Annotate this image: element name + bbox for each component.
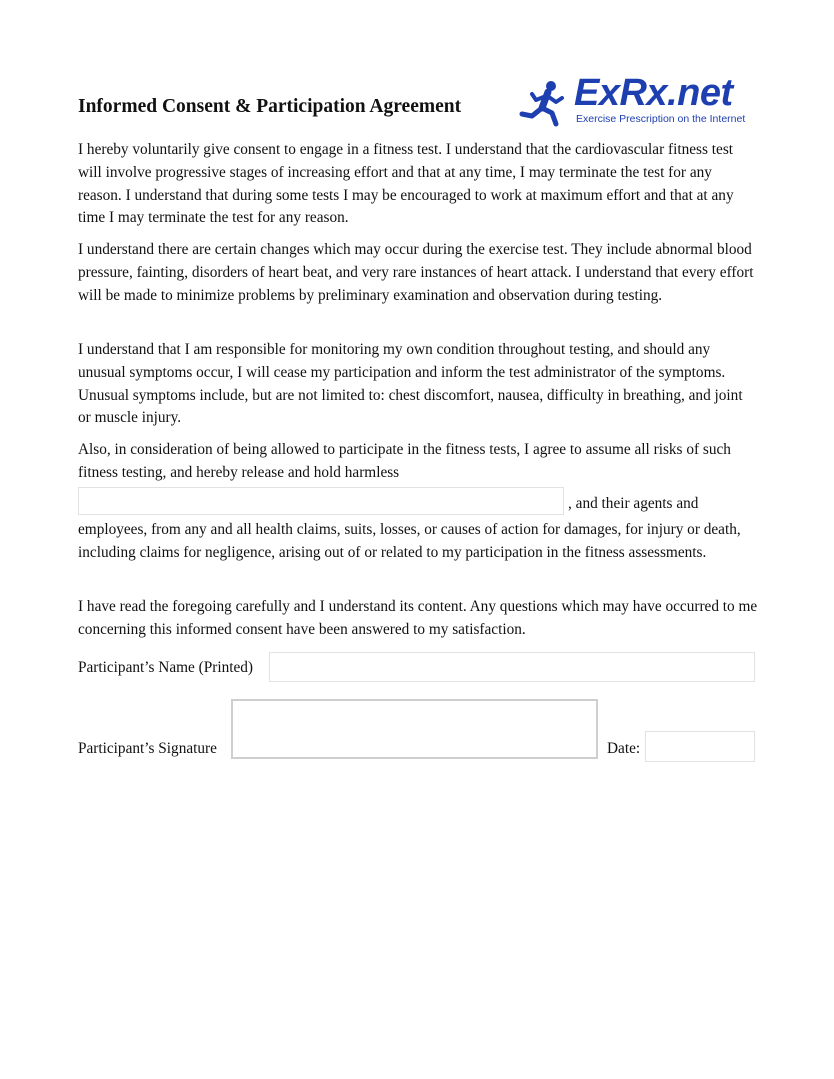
date-label: Date: [607, 740, 641, 757]
logo-wordmark: ExRx.net [574, 72, 733, 114]
exrx-logo [518, 72, 758, 130]
date-input[interactable] [645, 731, 755, 762]
risks-paragraph: I understand there are certain changes which may occur during the exercise test. They include abnormal blood pressure, fainting, disorders of heart beat, and very rare instances of heart attack. I understand that every effort will be made to minimize problems by preliminary examination and observation during testing. [78, 241, 754, 304]
participant-name-input[interactable] [269, 652, 755, 682]
responsibility-paragraph: I understand that I am responsible for monitoring my own condition throughout testing, and should any unusual symptoms occur, I will cease my participation and inform the test administrator of the symptoms. Unusual symptoms include, but are not limited to: chest discomfort, nausea, difficulty in breathing, and joint or muscle injury. [78, 341, 743, 427]
release-continuation-text: employees, from any and all health claims, suits, losses, or causes of action for damages, for injury or death, including claims for negligence, arising out of or related to my participation in the fitness assessments. [78, 521, 741, 561]
participant-signature-label: Participant’s Signature [78, 740, 217, 757]
acknowledgement-paragraph: I have read the foregoing carefully and I understand its content. Any questions which may have occurred to me concerning this informed consent have been answered to my satisfaction. [78, 598, 758, 638]
participant-name-label: Participant’s Name (Printed) [78, 659, 254, 676]
logo-tagline: Exercise Prescription on the Internet [576, 113, 746, 125]
releasee-input[interactable] [78, 487, 564, 515]
running-figure-icon [518, 80, 572, 128]
release-paragraph: Also, in consideration of being allowed to participate in the fitness tests, I agree to assume all risks of such fitness testing, and hereby release and hold harmless [78, 441, 731, 481]
consent-paragraph: I hereby voluntarily give consent to engage in a fitness test. I understand that the cardiovascular fitness test will involve progressive stages of increasing effort and that at any time, I may terminate the test for any reason. I understand that during some tests I may be encouraged to work at maximum effort and that at any time I may terminate the test for any reason. [78, 141, 734, 227]
participant-signature-field[interactable] [231, 699, 598, 759]
release-continuation: , and their agents and [568, 495, 699, 512]
page-title: Informed Consent & Participation Agreement [78, 96, 462, 117]
